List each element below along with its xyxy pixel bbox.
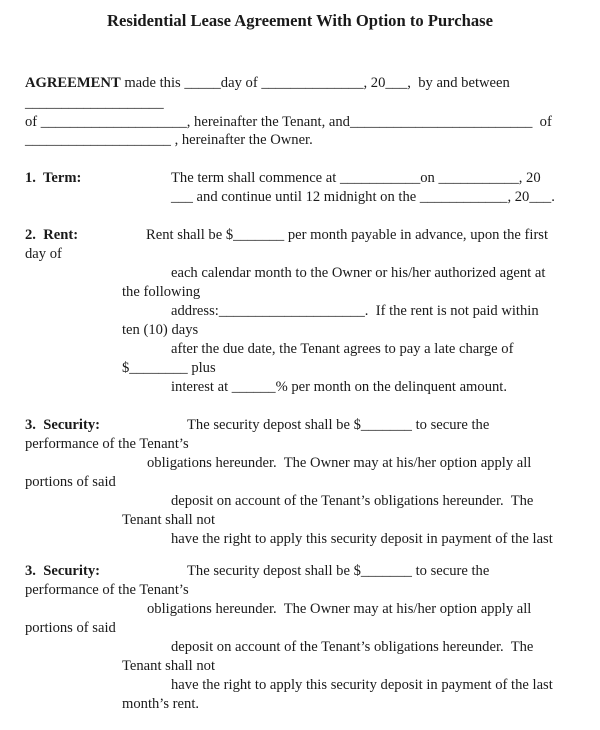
- security-2-line-3: obligations hereunder. The Owner may at his/her option apply all: [147, 601, 532, 617]
- security-2-line-8: month’s rent.: [122, 696, 200, 712]
- rent-line-1: Rent shall be $_______ per month payable in advance, upon the first: [146, 227, 549, 243]
- rent-heading: 2. Rent:: [25, 227, 79, 243]
- security-1-line-1: The security depost shall be $_______ to secure the: [187, 417, 490, 433]
- security-1-heading: 3. Security:: [25, 417, 100, 433]
- security-2-heading: 3. Security:: [25, 563, 100, 579]
- agreement-line-1: [25, 74, 510, 92]
- rent-line-6: ten (10) days: [122, 322, 199, 338]
- rent-line-8: $________ plus: [122, 360, 216, 376]
- agreement-keyword: AGREEMENT: [25, 75, 121, 91]
- agreement-line-3: of ____________________, hereinafter the Tenant, and_________________________ of: [25, 114, 552, 130]
- rent-line-5: address:____________________. If the rent is not paid within: [171, 303, 539, 319]
- security-1-line-6: Tenant shall not: [122, 512, 216, 528]
- security-2-line-4: portions of said: [25, 620, 116, 636]
- security-2-line-1: The security depost shall be $_______ to secure the: [187, 563, 490, 579]
- security-1-line-2: performance of the Tenant’s: [25, 436, 189, 452]
- security-2-line-5: deposit on account of the Tenant’s obligations hereunder. The: [171, 639, 534, 655]
- agreement-line-4: ____________________ , hereinafter the Owner.: [25, 132, 313, 148]
- document-title: Residential Lease Agreement With Option to Purchase: [107, 11, 493, 30]
- security-1-line-4: portions of said: [25, 474, 116, 490]
- term-heading: 1. Term:: [25, 170, 82, 186]
- rent-line-7: after the due date, the Tenant agrees to pay a late charge of: [171, 341, 514, 357]
- security-2-line-6: Tenant shall not: [122, 658, 216, 674]
- security-2-line-2: performance of the Tenant’s: [25, 582, 189, 598]
- agreement-line-1-text: made this _____day of ______________, 20___, by and between: [120, 75, 510, 91]
- rent-line-3: each calendar month to the Owner or his/her authorized agent at: [171, 265, 546, 281]
- security-1-line-5: deposit on account of the Tenant’s obligations hereunder. The: [171, 493, 534, 509]
- security-2-line-7: have the right to apply this security deposit in payment of the last: [171, 677, 553, 693]
- rent-line-2: day of: [25, 246, 62, 262]
- rent-line-9: interest at ______% per month on the delinquent amount.: [171, 379, 507, 395]
- term-line-2: ___ and continue until 12 midnight on the ____________, 20___.: [171, 189, 555, 205]
- rent-line-4: the following: [122, 284, 201, 300]
- term-line-1: The term shall commence at ___________on ___________, 20: [171, 170, 541, 186]
- agreement-line-2: ___________________: [25, 95, 164, 111]
- security-1-line-7: have the right to apply this security deposit in payment of the last: [171, 531, 553, 547]
- security-1-line-3: obligations hereunder. The Owner may at his/her option apply all: [147, 455, 532, 471]
